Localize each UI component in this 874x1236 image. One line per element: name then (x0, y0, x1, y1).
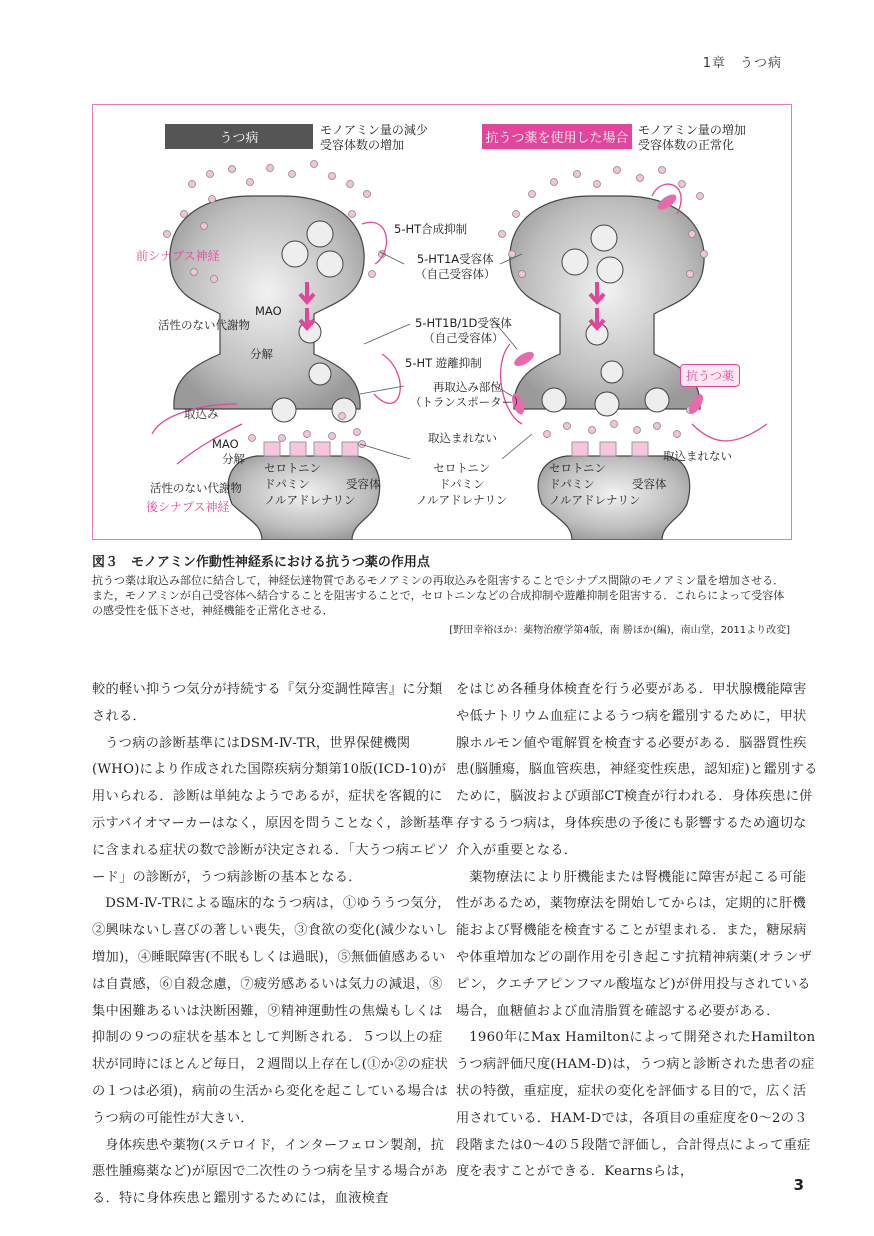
antidepressant-tag: 抗うつ薬 (680, 364, 740, 387)
paragraph: 1960年にMax Hamiltonによって開発されたHamiltonうつ病評価尺度(HAM-D)は，うつ病と診断された患者の症状の特徴，重症度，症状の変化を評価する目的で，広く活用されている．HAM-Dでは，各項目の重症度を0〜2の３段階または0〜4の５段階で評価し，合計得点によって重症度を表すことができる．Kearnsらは， (456, 1030, 816, 1180)
paragraph: うつ病の診断基準にはDSM-Ⅳ-TR，世界保健機関(WHO)により作成された国際疾病分類第10版(ICD-10)が用いられる．診断は単純なようであるが，症状を客観的に示すバイオマーカーはなく，原因を問うことなく，診断基準に含まれる症状の数で診断が決定される．「大うつ病エピソード」の診断が，うつ病診断の基本となる． (92, 735, 454, 885)
label-degradation-bottom: 分解 (222, 452, 245, 466)
label-not-taken-up-center: 取込まれない (428, 431, 497, 445)
label-receptor-1a: 5-HT1A受容体 （自己受容体） (415, 252, 496, 281)
paragraph: 薬物療法により肝機能または腎機能に障害が起こる可能性があるため，薬物療法を開始してからは，定期的に肝機能および腎機能を検査することが望まれる．また，糖尿病や体重増加などの副作用を引き起こす抗精神病薬(オランザピン，クエチアピンフマル酸塩など)が併用投与されている場合，血糖値および血清脂質を確認する必要がある． (456, 869, 813, 1019)
figure-caption-body: 抗うつ薬は取込み部位に結合して，神経伝達物質であるモノアミンの再取込みを阻害することでシナプス間隙のモノアミン量を増加させる．また，モノアミンが自己受容体へ結合することを阻害することで，セロトニンなどの合成抑制や遊離抑制を阻害する．これらによって受容体の感受性を低下させ，神経機能を正常化させる． (92, 574, 785, 617)
figure-caption-title: 図３ モノアミン作動性神経系における抗うつ薬の作用点 (92, 555, 430, 570)
body-column-left (92, 677, 454, 1213)
label-neurotransmitters-left: セロトニン ドパミン ノルアドレナリン (264, 461, 356, 507)
label-mao-top: MAO (255, 304, 282, 318)
label-receptor-1b1d: 5-HT1B/1D受容体 （自己受容体） (415, 316, 512, 345)
paragraph: 較的軽い抑うつ気分が持続する『気分変調性障害』に分類される． (92, 682, 443, 724)
label-reuptake-site: 再取込み部位 （トランスポーター） (410, 380, 525, 409)
label-release-inhibition: 5-HT 遊離抑制 (405, 356, 482, 370)
label-degradation-top: 分解 (250, 347, 273, 361)
legend-depression-desc: モノアミン量の減少 受容体数の増加 (320, 123, 428, 152)
body-column-right (456, 677, 818, 1186)
label-presynaptic: 前シナプス神経 (136, 249, 220, 263)
legend-depression: うつ病 (165, 124, 313, 149)
paragraph: をはじめ各種身体検査を行う必要がある．甲状腺機能障害や低ナトリウム血症によるうつ病を鑑別するために，甲状腺ホルモン値や電解質を検査する必要がある．脳器質性疾患(脳腫瘍，脳血管疾患，神経変性疾患，認知症)と鑑別するために，脳波および頭部CT検査が行われる．身体疾患に併存するうつ病は，身体疾患の予後にも影響するため適切な介入が重要となる． (456, 682, 818, 858)
label-receptor-right: 受容体 (632, 477, 667, 491)
paragraph: DSM-Ⅳ-TRによる臨床的なうつ病は，①ゆううつ気分，②興味ないし喜びの著しい喪失，③食欲の変化(減少ないし増加)，④睡眠障害(不眠もしくは過眠)，⑤無価値感あるいは自責感，⑥自殺念慮，⑦疲労感あるいは気力の減退，⑧集中困難あるいは決断困難，⑨精神運動性の焦燥もしくは抑制の９つの症状を基本として判断される．５つ以上の症状が同時にほとんど毎日，２週間以上存在し(①か②の症状の１つは必須)，病前の生活から変化を起こしている場合はうつ病の可能性が大きい． (92, 896, 451, 1126)
paragraph: 身体疾患や薬物(ステロイド，インターフェロン製剤，抗悪性腫瘍薬など)が原因で二次性のうつ病を呈する場合がある．特に身体疾患と鑑別するためには，血液検査 (92, 1137, 449, 1207)
label-neurotransmitters-center: セロトニン ドパミン ノルアドレナリン (416, 461, 508, 507)
label-synthesis-inhibition: 5-HT合成抑制 (394, 222, 468, 236)
label-neurotransmitters-right: セロトニン ドパミン ノルアドレナリン (549, 461, 641, 507)
legend-antidepressant-desc: モノアミン量の増加 受容体数の正常化 (638, 123, 746, 152)
chapter-header: 1章 うつ病 (702, 56, 782, 71)
label-mao-bottom: MAO (212, 437, 239, 451)
label-uptake: 取込み (184, 407, 219, 421)
legend-antidepressant: 抗うつ薬を使用した場合 (482, 124, 632, 149)
label-receptor-left: 受容体 (346, 477, 381, 491)
label-postsynaptic: 後シナプス神経 (146, 500, 230, 514)
label-not-taken-up-right: 取込まれない (663, 449, 732, 463)
page-number: 3 (793, 1176, 804, 1194)
label-inactive-metabolite-top: 活性のない代謝物 (158, 318, 250, 332)
right-presynaptic-neuron (510, 196, 704, 416)
label-inactive-metabolite-bottom: 活性のない代謝物 (150, 481, 242, 495)
figure-source: [野田幸裕ほか：薬物治療学第4版，南 勝ほか(編)，南山堂，2011より改変] (449, 625, 790, 636)
